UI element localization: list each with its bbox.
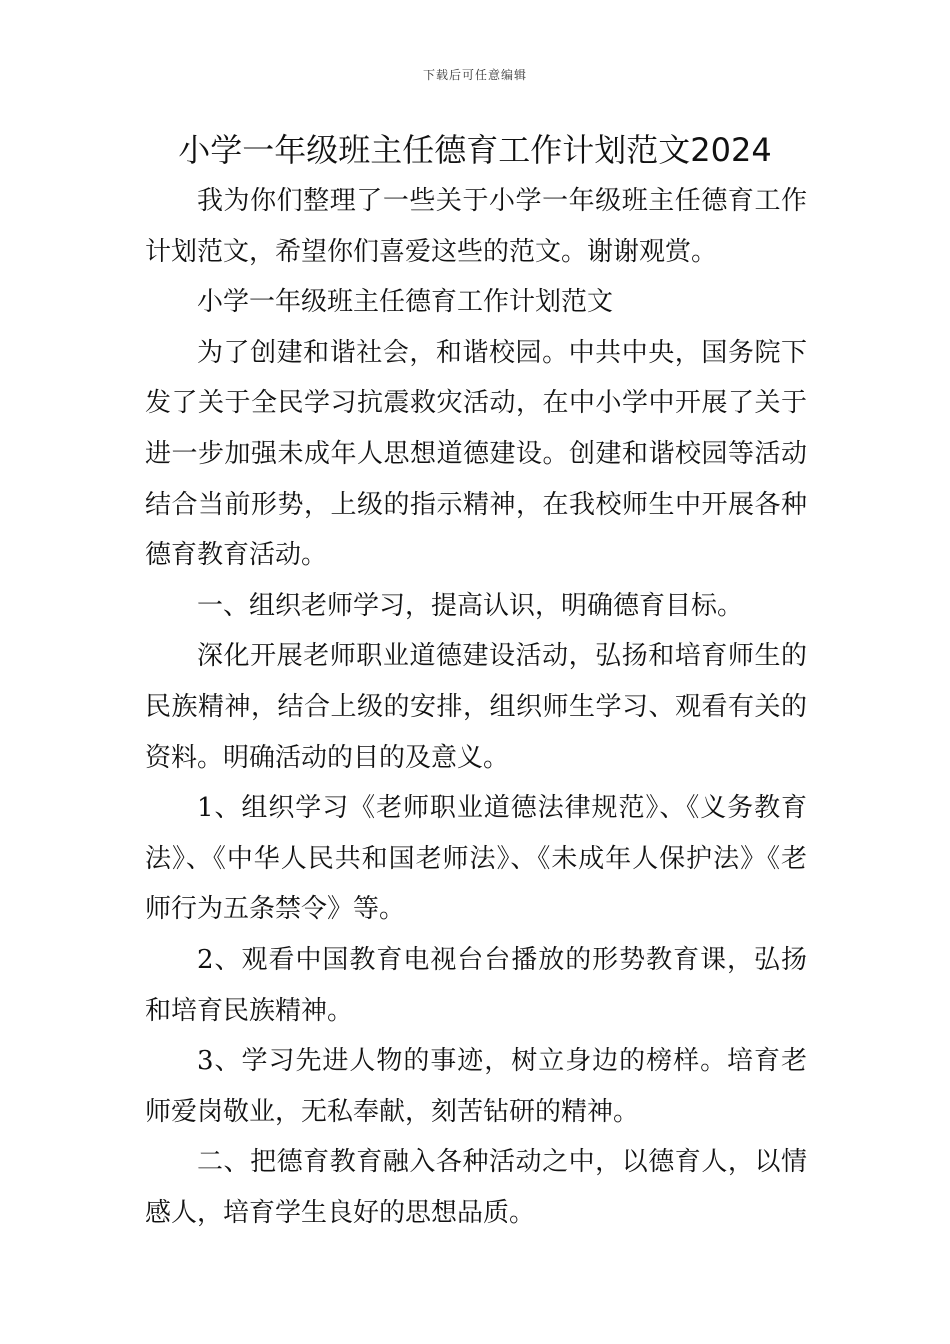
header-note: 下载后可任意编辑 <box>422 68 527 82</box>
list-item-1: 1、组织学习《老师职业道德法律规范》、《义务教育法》、《中华人民共和国老师法》、《未成年人保护法》《老师行为五条禁令》等。 <box>145 793 807 925</box>
paragraph-section-1: 深化开展老师职业道德建设活动，弘扬和培育师生的民族精神，结合上级的安排，组织师生学习、观看有关的资料。明确活动的目的及意义。 <box>145 641 807 773</box>
section-heading-1: 一、组织老师学习，提高认识，明确德育目标。 <box>197 590 744 621</box>
paragraph-background: 为了创建和谐社会，和谐校园。中共中央，国务院下发了关于全民学习抗震救灾活动，在中小学中开展了关于进一步加强未成年人思想道德建设。创建和谐校园等活动结合当前形势，上级的指示精神，在我校师生中开展各种德育教育活动。 <box>145 337 807 571</box>
paragraph-intro: 我为你们整理了一些关于小学一年级班主任德育工作计划范文，希望你们喜爱这些的范文。谢谢观赏。 <box>145 186 807 267</box>
section-heading-2: 二、把德育教育融入各种活动之中，以德育人，以情感人，培育学生良好的思想品质。 <box>145 1147 807 1228</box>
document-title: 小学一年级班主任德育工作计划范文2024 <box>178 131 772 169</box>
document-body <box>145 176 807 1238</box>
list-item-3: 3、学习先进人物的事迹，树立身边的榜样。培育老师爱岗敬业，无私奉献，刻苦钻研的精神。 <box>145 1046 807 1127</box>
paragraph-subtitle: 小学一年级班主任德育工作计划范文 <box>197 287 614 318</box>
list-item-2: 2、观看中国教育电视台台播放的形势教育课，弘扬和培育民族精神。 <box>145 944 807 1026</box>
